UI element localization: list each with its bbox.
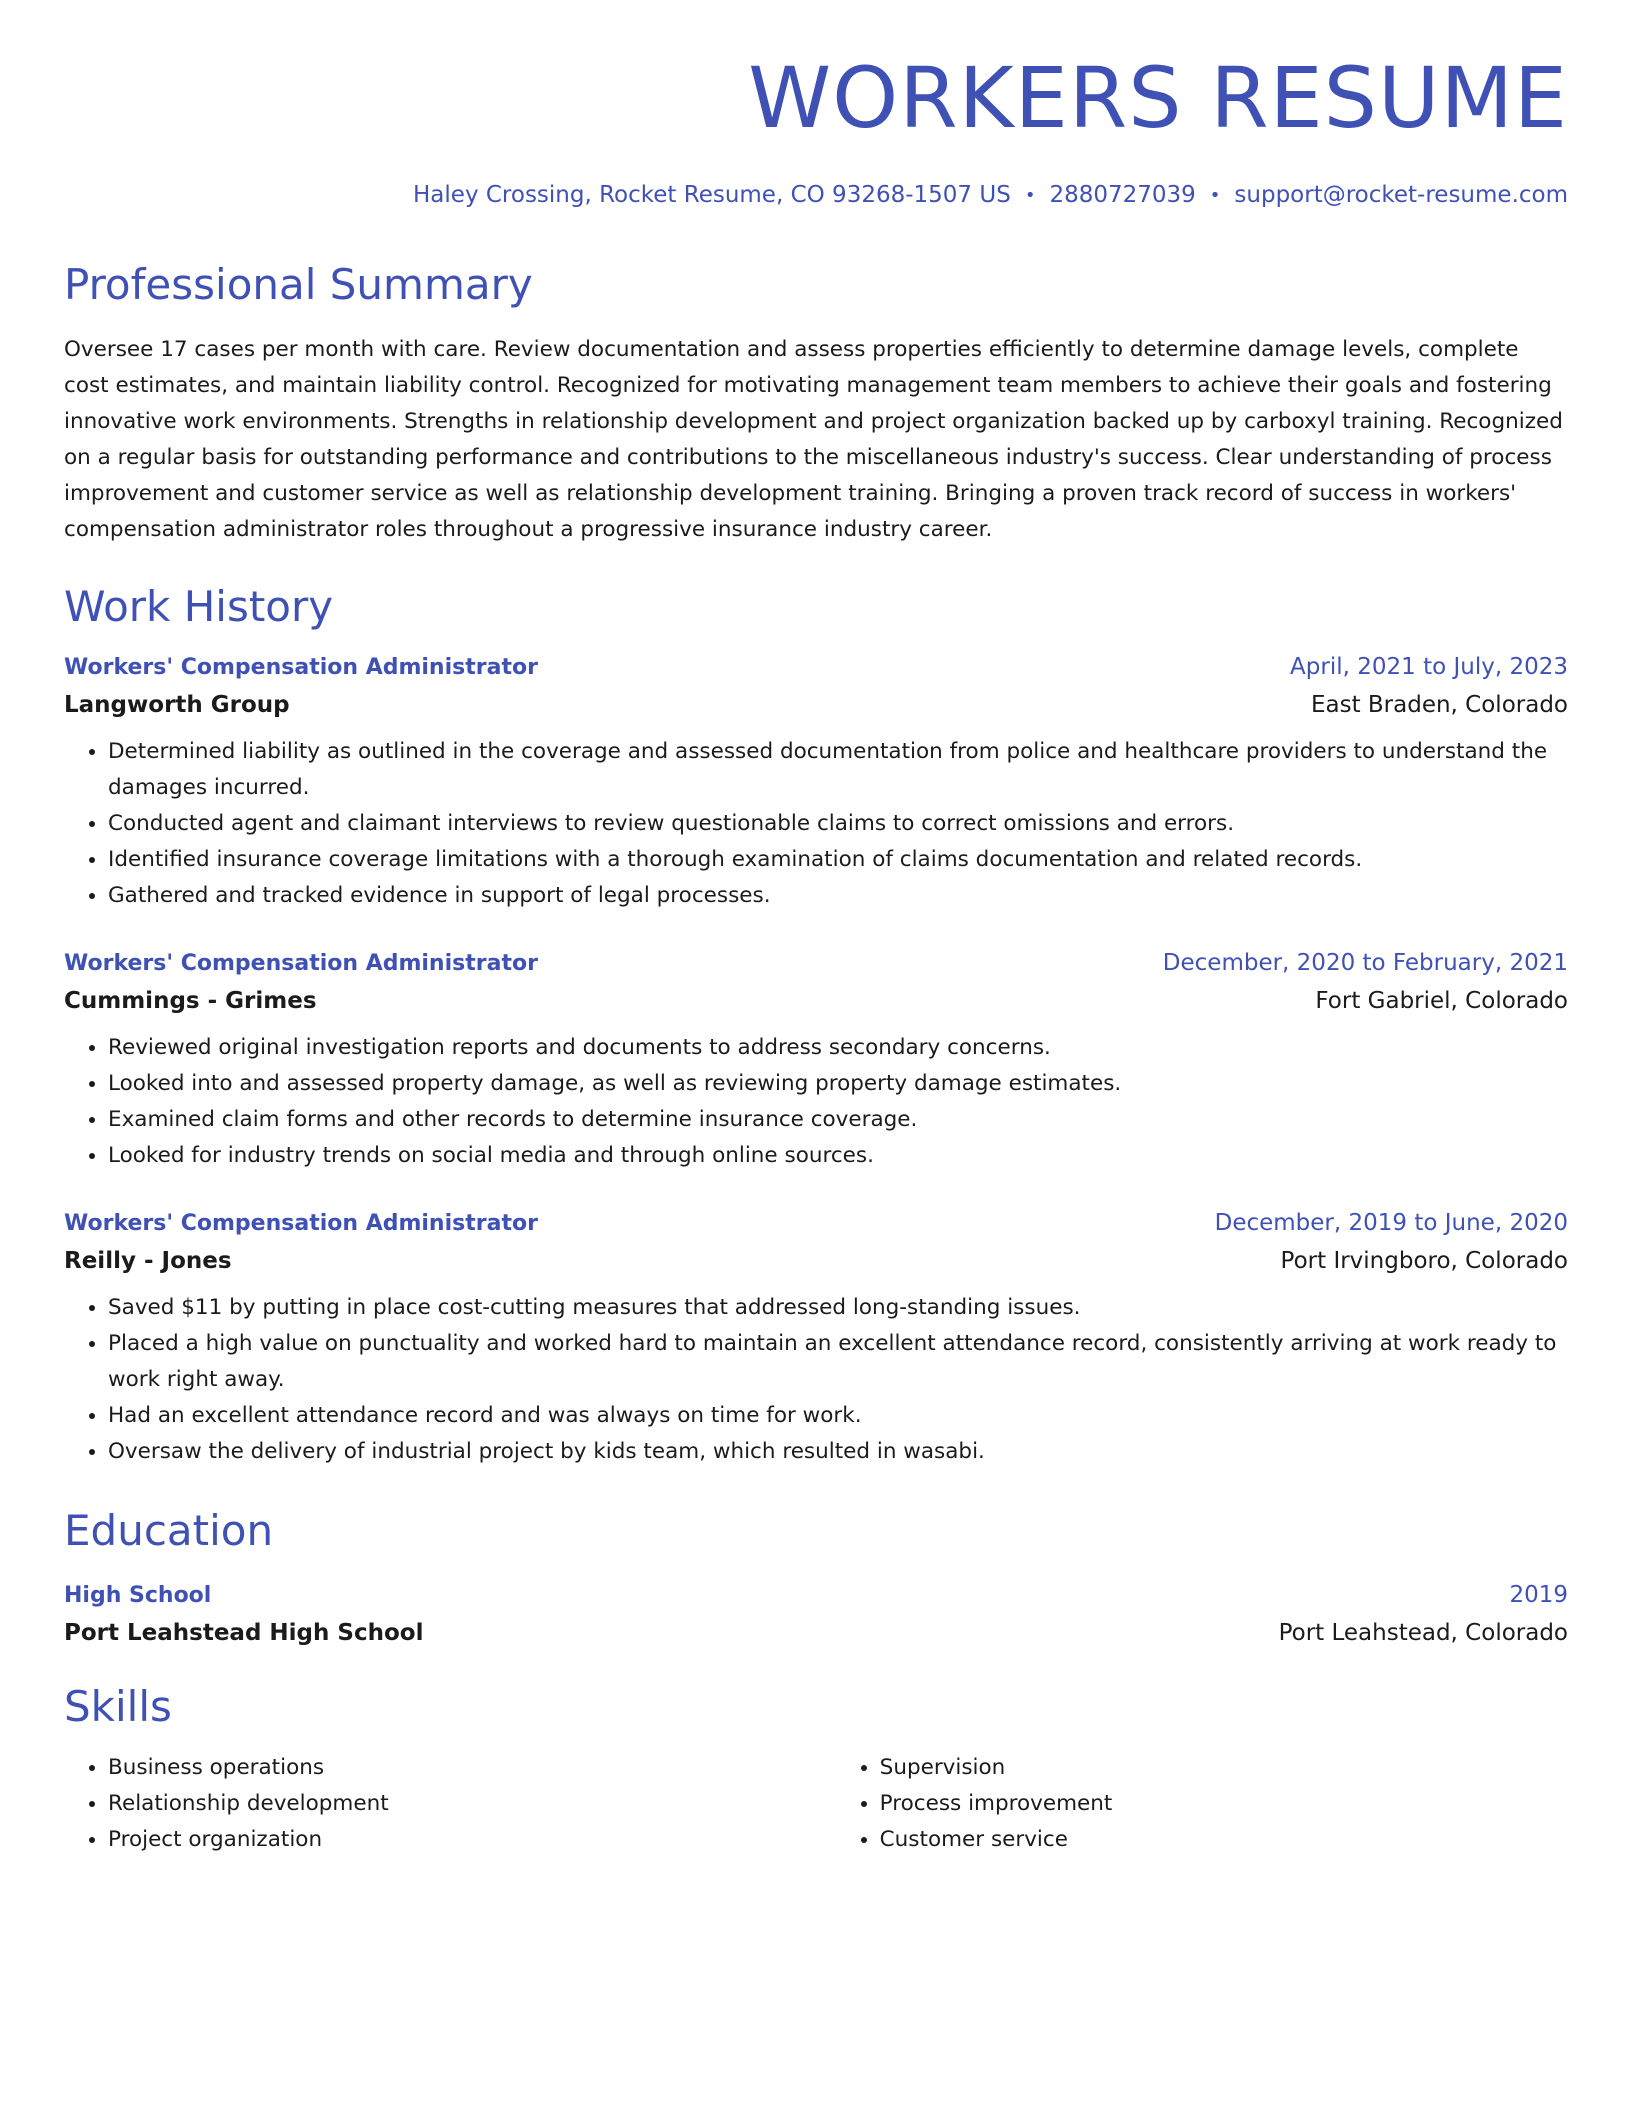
skill-item: • Supervision (880, 1750, 1568, 1786)
skills-column (836, 1750, 1568, 1858)
job-title: Workers' Compensation Administrator (64, 655, 538, 680)
education-location: Port Leahstead, Colorado (1278, 1620, 1568, 1646)
education-heading: Education (64, 1506, 274, 1555)
job-company: Reilly - Jones (64, 1248, 232, 1274)
job-bullet: • Saved $11 by putting in place cost-cutting measures that addressed long-standing issues. (108, 1290, 1568, 1326)
job-dates: April, 2021 to July, 2023 (1290, 654, 1568, 680)
job-bullets (64, 734, 1568, 914)
contact-address: Haley Crossing, Rocket Resume, CO 93268-1507 US (413, 182, 1011, 208)
education-school: Port Leahstead High School (64, 1620, 424, 1646)
job-entry (64, 654, 1568, 914)
job-bullet: • Gathered and tracked evidence in support of legal processes. (108, 878, 1568, 914)
skill-item: • Relationship development (108, 1786, 836, 1822)
contact-separator: • (1024, 185, 1036, 206)
job-location: Port Irvingboro, Colorado (1280, 1248, 1568, 1274)
job-location: East Braden, Colorado (1310, 692, 1568, 718)
job-entry (64, 950, 1568, 1174)
skills-list (64, 1750, 1568, 1858)
skills-column (64, 1750, 836, 1858)
work-history-heading: Work History (64, 582, 334, 631)
job-bullet: • Examined claim forms and other records to determine insurance coverage. (108, 1102, 1568, 1138)
resume-header (64, 49, 1568, 208)
education-year: 2019 (1509, 1582, 1568, 1608)
job-dates: December, 2019 to June, 2020 (1214, 1210, 1568, 1236)
job-location: Fort Gabriel, Colorado (1315, 988, 1568, 1014)
job-bullet: • Looked for industry trends on social media and through online sources. (108, 1138, 1568, 1174)
job-bullet: • Determined liability as outlined in the coverage and assessed documentation from police and healthcare providers to understand the damages incurred. (108, 734, 1568, 806)
job-bullets (64, 1030, 1568, 1174)
job-bullet: • Conducted agent and claimant interviews to review questionable claims to correct omissions and errors. (108, 806, 1568, 842)
skill-item: • Project organization (108, 1822, 836, 1858)
resume-name: WORKERS RESUME (748, 49, 1568, 147)
job-bullet: • Reviewed original investigation reports and documents to address secondary concerns. (108, 1030, 1568, 1066)
job-dates: December, 2020 to February, 2021 (1162, 950, 1568, 976)
contact-email: support@rocket-resume.com (1234, 182, 1568, 208)
job-title: Workers' Compensation Administrator (64, 951, 538, 976)
job-bullet: • Identified insurance coverage limitations with a thorough examination of claims documentation and related records. (108, 842, 1568, 878)
job-company: Langworth Group (64, 692, 290, 718)
job-entry (64, 1210, 1568, 1470)
summary-text: Oversee 17 cases per month with care. Review documentation and assess properties efficiently to determine damage levels, complete cost estimates, and maintain liability control. Recognized for motivating management team members to achieve their goals and fostering innovative work environments. Strengths in relationship development and project organization backed up by carboxyl training. Recognized on a regular basis for outstanding performance and contributions to the miscellaneous industry's success. Clear understanding of process improvement and customer service as well as relationship development training. Bringing a proven track record of success in workers' compensation administrator roles throughout a progressive insurance industry career. (64, 337, 1563, 542)
job-title: Workers' Compensation Administrator (64, 1211, 538, 1236)
contact-phone: 2880727039 (1049, 182, 1196, 208)
job-bullet: • Looked into and assessed property damage, as well as reviewing property damage estimates. (108, 1066, 1568, 1102)
job-bullet: • Placed a high value on punctuality and worked hard to maintain an excellent attendance record, consistently arriving at work ready to work right away. (108, 1326, 1568, 1398)
contact-line (64, 182, 1568, 208)
skill-item: • Business operations (108, 1750, 836, 1786)
job-bullet: • Oversaw the delivery of industrial project by kids team, which resulted in wasabi. (108, 1434, 1568, 1470)
skill-item: • Customer service (880, 1822, 1568, 1858)
contact-separator: • (1209, 185, 1221, 206)
job-bullets (64, 1290, 1568, 1470)
summary-heading: Professional Summary (64, 260, 533, 309)
education-degree: High School (64, 1583, 212, 1608)
job-bullet: • Had an excellent attendance record and was always on time for work. (108, 1398, 1568, 1434)
skill-item: • Process improvement (880, 1786, 1568, 1822)
job-company: Cummings - Grimes (64, 988, 317, 1014)
skills-heading: Skills (64, 1682, 172, 1731)
education-entry (64, 1582, 1568, 1646)
